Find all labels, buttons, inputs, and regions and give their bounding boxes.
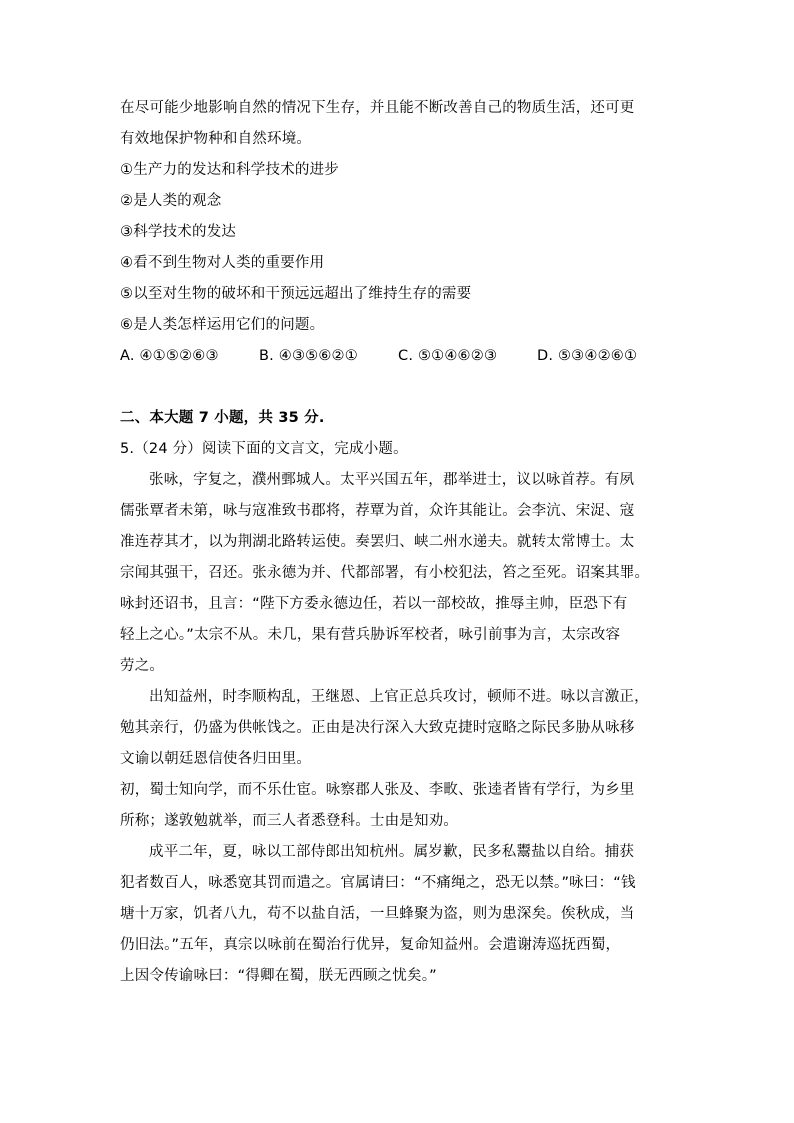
numbered-item: ⑤以至对生物的破坏和干预远远超出了维持生存的需要 [120,286,472,302]
passage-line: 初，蜀士知向学，而不乐仕宦。咏察郡人张及、李畋、张逵者皆有学行，为乡里 [120,782,635,798]
paragraph-line: 有效地保护物种和自然环境。 [120,131,312,147]
option-b: B. ④③⑤⑥②① [259,348,358,364]
option-d: D. ⑤③④②⑥① [537,348,638,364]
paragraph-line: 在尽可能少地影响自然的情况下生存，并且能不断改善自己的物质生活，还可更 [120,100,635,116]
passage-line: 勉其亲行，仍盛为供帐饯之。正由是决行深入大致克捷时寇略之际民多胁从咏移 [120,720,635,736]
answer-options [120,341,680,372]
passage-line: 成平二年，夏，咏以工部侍郎出知杭州。属岁歉，民多私鬻盐以自给。捕获 [149,844,635,860]
passage-line: 准连荐其才，以为荆湖北路转运使。奏罢归、峡二州水递夫。就转太常博士。太 [120,534,635,550]
passage-line: 所称；遂敦勉就举，而三人者悉登科。士由是知劝。 [120,813,459,829]
passage-line: 上因令传谕咏曰：“得卿在蜀，朕无西顾之忧矣。” [120,968,437,984]
option-a: A. ④①⑤②⑥③ [120,348,219,364]
document-page [120,93,680,992]
numbered-item: ④看不到生物对人类的重要作用 [120,255,325,271]
spacer [120,372,680,403]
option-c: C. ⑤①④⑥②③ [398,348,498,364]
numbered-item: ⑥是人类怎样运用它们的问题。 [120,317,325,333]
passage-line: 仍旧法。”五年，真宗以咏前在蜀治行优异，复命知益州。会遣谢涛巡抚西蜀， [120,937,621,953]
passage-line: 塘十万家，饥者八九，苟不以盐自活，一旦蜂聚为盗，则为患深矣。俟秋成，当 [120,906,635,922]
passage-line: 儒张覃者未第，咏与寇准致书郡将，荐覃为首，众许其能让。会李沆、宋浞、寇 [120,503,635,519]
passage-line: 出知益州，时李顺构乱，王继恩、上官正总兵攻讨，顿师不进。咏以言激正， [149,689,649,705]
numbered-item: ②是人类的观念 [120,193,222,209]
section-title: 二、本大题 7 小题，共 35 分. [120,410,325,426]
passage-line: 文谕以朝廷恩信使各归田里。 [120,751,312,767]
numbered-item: ①生产力的发达和科学技术的进步 [120,162,339,178]
passage-line: 劳之。 [120,658,165,674]
passage-line: 轻上之心。”太宗不从。未几，果有营兵胁诉军校者，咏引前事为言，太宗改容 [120,627,621,643]
passage-line: 咏封还诏书，且言：“陛下方委永德边任，若以一部校故，推辱主帅，臣恐下有 [120,596,628,612]
passage-line: 张咏，字复之，濮州鄄城人。太平兴国五年，郡举进士，议以咏首荐。有夙 [149,472,635,488]
passage-line: 犯者数百人，咏悉宽其罚而遣之。官属请曰：“不痛绳之，恐无以禁。”咏曰：“钱 [120,875,636,891]
question-header: 5.（24 分）阅读下面的文言文，完成小题。 [120,441,408,457]
numbered-item: ③科学技术的发达 [120,224,237,240]
passage-line: 宗闻其强干，召还。张永德为并、代都部署，有小校犯法，笞之至死。诏案其罪。 [120,565,650,581]
